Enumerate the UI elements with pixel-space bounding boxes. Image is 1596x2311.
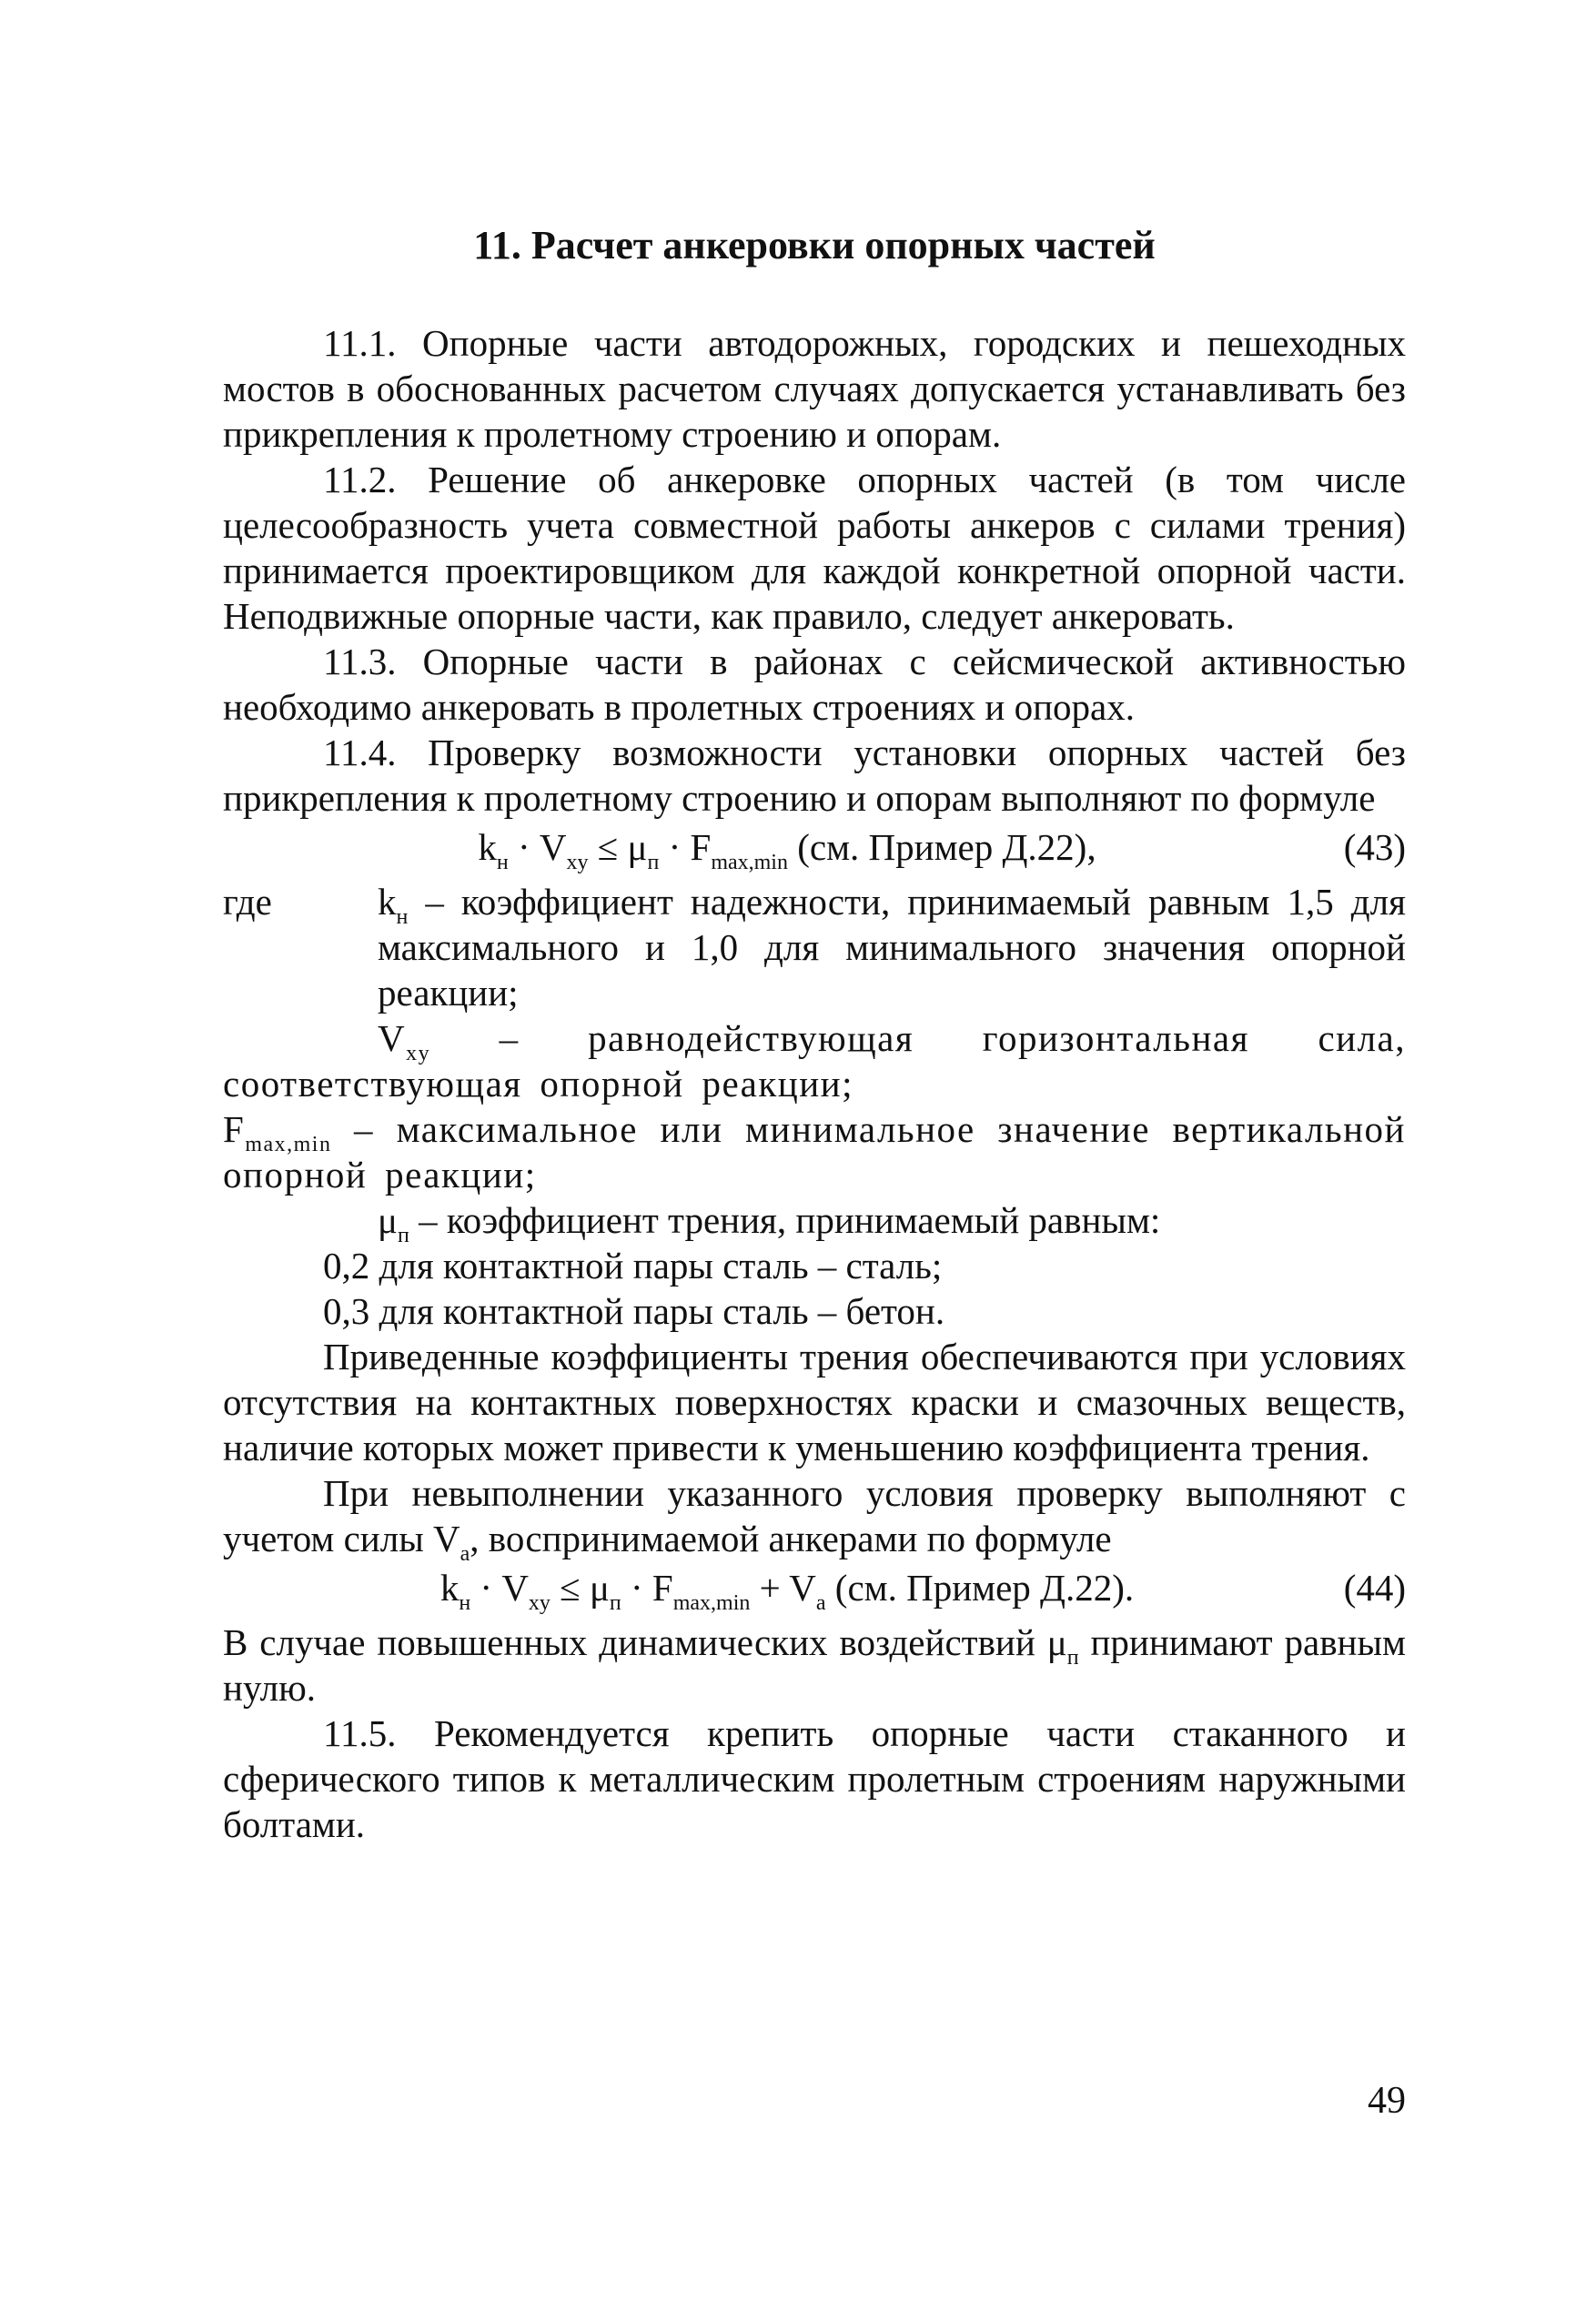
page-number: 49	[1368, 2080, 1406, 2122]
anchor-check-text-b: , воспринимаемой анкерами по формуле	[470, 1518, 1112, 1559]
formula-43-number: (43)	[1343, 826, 1406, 868]
formula-43-mu-sub: п	[647, 851, 660, 874]
paragraph-11-1: 11.1. Опорные части автодорожных, городских и пешеходных мостов в обоснованных расчетом случаях допускается устанавливать без прикрепления к пролетному строению и опорам.	[223, 322, 1406, 455]
definition-v	[223, 1015, 1406, 1106]
formula-43-ref: (см. Пример Д.22),	[787, 826, 1096, 868]
section-title: 11. Расчет анкеровки опорных частей	[473, 223, 1156, 267]
formula-43-mu: μ	[627, 826, 648, 868]
formula-44-mu: μ	[589, 1567, 610, 1609]
formula-43-f: F	[690, 826, 712, 868]
paragraph-11-4: 11.4. Проверку возможности установки опорных частей без прикрепления к пролетному строению и опорам выполняют по формуле	[223, 732, 1406, 819]
definition-f	[223, 1106, 1406, 1197]
definition-f-text	[223, 1108, 1406, 1196]
formula-43-expression	[223, 824, 1297, 874]
formula-44-mu-sub: п	[609, 1591, 621, 1615]
formula-44-expression	[223, 1565, 1297, 1615]
definition-f-description: – максимальное или минимальное значение вертикальной опорной реакции;	[223, 1108, 1406, 1196]
section-body	[223, 320, 1406, 1847]
where-word: где	[223, 881, 272, 923]
dynamic-loads-text-b: принимают равным нулю.	[223, 1621, 1406, 1709]
friction-item-steel-steel: 0,2 для контактной пары сталь – сталь;	[323, 1245, 943, 1287]
formula-43-rel: ≤	[588, 826, 628, 868]
formula-44-k: k	[439, 1567, 460, 1609]
dynamic-loads-text-a: В случае повышенных динамических воздействий μ	[223, 1621, 1067, 1663]
formula-44-number: (44)	[1343, 1567, 1406, 1609]
paragraph-friction-conditions: Приведенные коэффициенты трения обеспечиваются при условиях отсутствия на контактных поверхностях краски и смазочных веществ, наличие которых может привести к уменьшению коэффициента трения.	[223, 1336, 1406, 1468]
formula-44	[223, 1565, 1406, 1616]
formula-43-dot2: ·	[659, 826, 691, 868]
formula-43-k-sub: н	[496, 851, 509, 874]
formula-44-rel: ≤	[550, 1567, 590, 1609]
formula-44-va: V	[789, 1567, 816, 1609]
formula-44-k-sub: н	[459, 1591, 471, 1615]
definition-k-sub: н	[396, 905, 409, 929]
friction-item-steel-concrete: 0,3 для контактной пары сталь – бетон.	[323, 1290, 945, 1332]
dynamic-loads-sub: п	[1066, 1646, 1079, 1670]
definition-f-sub: max,min	[245, 1133, 332, 1156]
paragraph-11-3: 11.3. Опорные части в районах с сейсмической активностью необходимо анкеровать в пролетных строениях и опорах.	[223, 641, 1406, 728]
definition-mu-description: – коэффициент трения, принимаемый равным:	[409, 1199, 1161, 1241]
formula-44-dot1: ·	[470, 1567, 502, 1609]
formula-43-dot1: ·	[508, 826, 540, 868]
formula-43-k: k	[478, 826, 497, 868]
formula-44-dot2: ·	[621, 1567, 652, 1609]
definition-mu-sub: п	[397, 1224, 409, 1247]
definition-mu-symbol: μ	[378, 1199, 398, 1241]
definition-k-text	[378, 879, 1406, 1015]
definition-v-text	[223, 1017, 1406, 1105]
formula-43-v: V	[539, 826, 567, 868]
formula-44-v: V	[501, 1567, 529, 1609]
paragraph-11-2: 11.2. Решение об анкеровке опорных частей (в том числе целесообразность учета совместной работы анкеров с силами трения) принимается проектировщиком для каждой конкретной опорной части. Неподвижные опорные части, как правило, следует анкеровать.	[223, 459, 1406, 637]
formula-44-f: F	[652, 1567, 673, 1609]
anchor-check-sub: a	[460, 1542, 470, 1566]
paragraph-dynamic-loads	[223, 1620, 1406, 1711]
formula-44-v-sub: xy	[528, 1591, 551, 1615]
paragraph-11-5: 11.5. Рекомендуется крепить опорные части стаканного и сферического типов к металлическим пролетным строениям наружными болтами.	[223, 1712, 1406, 1845]
formula-43-v-sub: xy	[566, 851, 589, 874]
formula-44-ref: (см. Пример Д.22).	[825, 1567, 1135, 1609]
definition-v-description: – равнодействующая горизонтальная сила, соответствующая опорной реакции;	[223, 1017, 1406, 1105]
definition-mu	[223, 1197, 1406, 1247]
definition-k-symbol: k	[378, 881, 397, 923]
definition-k	[223, 879, 1406, 1015]
formula-44-plus: +	[750, 1567, 790, 1609]
definition-v-symbol: V	[378, 1017, 407, 1059]
formula-44-f-sub: max,min	[672, 1591, 751, 1615]
definition-f-symbol: F	[223, 1108, 246, 1150]
definition-k-description: – коэффициент надежности, принимаемый равным 1,5 для максимального и 1,0 для минимального значения опорной реакции;	[378, 881, 1406, 1014]
formula-44-va-sub: a	[815, 1591, 826, 1615]
formula-43-f-sub: max,min	[711, 851, 788, 874]
paragraph-anchor-check	[223, 1470, 1406, 1566]
definition-v-sub: xy	[406, 1042, 431, 1065]
formula-43	[223, 824, 1406, 875]
anchor-check-text-a: При невыполнении указанного условия проверку выполняют с учетом силы V	[223, 1472, 1406, 1559]
